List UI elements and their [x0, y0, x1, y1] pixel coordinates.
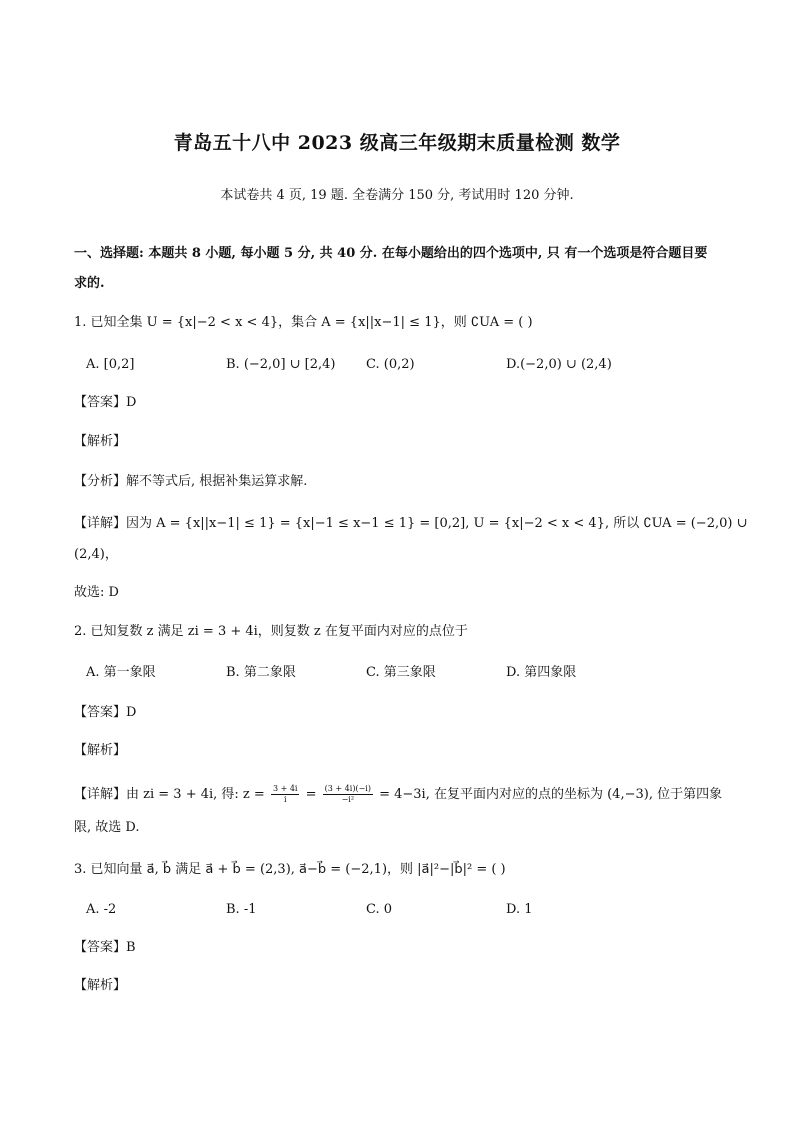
q2-stem: 2. 已知复数 z 满足 zi = 3 + 4i，则复数 z 在复平面内对应的点位于: [74, 624, 468, 639]
q1-choice: 故选: D: [74, 585, 119, 600]
q1-option-d: D.(−2,0) ∪ (2,4): [506, 357, 612, 372]
q2-fraction-1-numerator: 3 + 4i: [272, 784, 298, 793]
q1-jiexi: 【解析】: [74, 434, 127, 449]
q2-fraction-1-denominator: i: [283, 795, 287, 804]
q1-option-a: A. [0,2]: [86, 357, 135, 372]
q1-analysis: 【分析】解不等式后, 根据补集运算求解.: [74, 474, 308, 489]
section-heading-line1: 一、选择题: 本题共 8 小题, 每小题 5 分, 共 40 分. 在每小题给出的四个选项中, 只 有一个选项是符合题目要: [74, 246, 708, 261]
q1-detail-line2: (2,4)，: [74, 547, 118, 562]
q2-option-b: B. 第二象限: [226, 665, 296, 680]
q2-detail-suffix: = 4−3i, 在复平面内对应的点的坐标为 (4,−3), 位于第四象: [379, 787, 723, 802]
q2-detail-line2: 限, 故选 D.: [74, 820, 140, 835]
q2-option-a: A. 第一象限: [86, 665, 156, 680]
q2-detail-prefix: 【详解】由 zi = 3 + 4i, 得: z =: [74, 787, 265, 802]
q2-detail-line1: [74, 784, 724, 805]
q1-stem: 1. 已知全集 U = {x|−2 < x < 4}，集合 A = {x||x−1| ≤ 1}，则 ∁UA = ( ): [74, 315, 533, 330]
q2-answer: 【答案】D: [74, 705, 137, 720]
q2-equals: =: [305, 787, 317, 802]
q3-option-a: A. -2: [86, 902, 117, 917]
document-title: 青岛五十八中 2023 级高三年级期末质量检测 数学: [173, 132, 621, 154]
q2-fraction-2: [323, 784, 373, 805]
q3-stem: 3. 已知向量 a⃗, b⃗ 满足 a⃗ + b⃗ = (2,3), a⃗−b⃗ = (−2,1)，则 |a⃗|²−|b⃗|² = ( ): [74, 862, 506, 877]
q2-option-c: C. 第三象限: [366, 665, 436, 680]
q2-fraction-2-denominator: −i²: [341, 795, 355, 804]
q1-answer: 【答案】D: [74, 395, 137, 410]
q1-option-c: C. (0,2): [366, 357, 415, 372]
q2-fraction-1: [271, 784, 300, 805]
section-heading-line2: 求的.: [74, 276, 105, 291]
q3-option-b: B. -1: [226, 902, 257, 917]
q3-jiexi: 【解析】: [74, 978, 127, 993]
q2-fraction-2-numerator: (3 + 4i)(−i): [324, 784, 371, 793]
q2-option-d: D. 第四象限: [506, 665, 577, 680]
q3-option-d: D. 1: [506, 902, 533, 917]
q3-option-c: C. 0: [366, 902, 393, 917]
q1-detail-line1: 【详解】因为 A = {x||x−1| ≤ 1} = {x|−1 ≤ x−1 ≤ 1} = [0,2], U = {x|−2 < x < 4}, 所以 ∁UA = (−2,0) ∪: [74, 516, 748, 531]
exam-info: 本试卷共 4 页, 19 题. 全卷满分 150 分, 考试用时 120 分钟.: [220, 188, 574, 203]
q2-jiexi: 【解析】: [74, 743, 127, 758]
q1-option-b: B. (−2,0] ∪ [2,4): [226, 357, 336, 372]
q3-answer: 【答案】B: [74, 940, 136, 955]
